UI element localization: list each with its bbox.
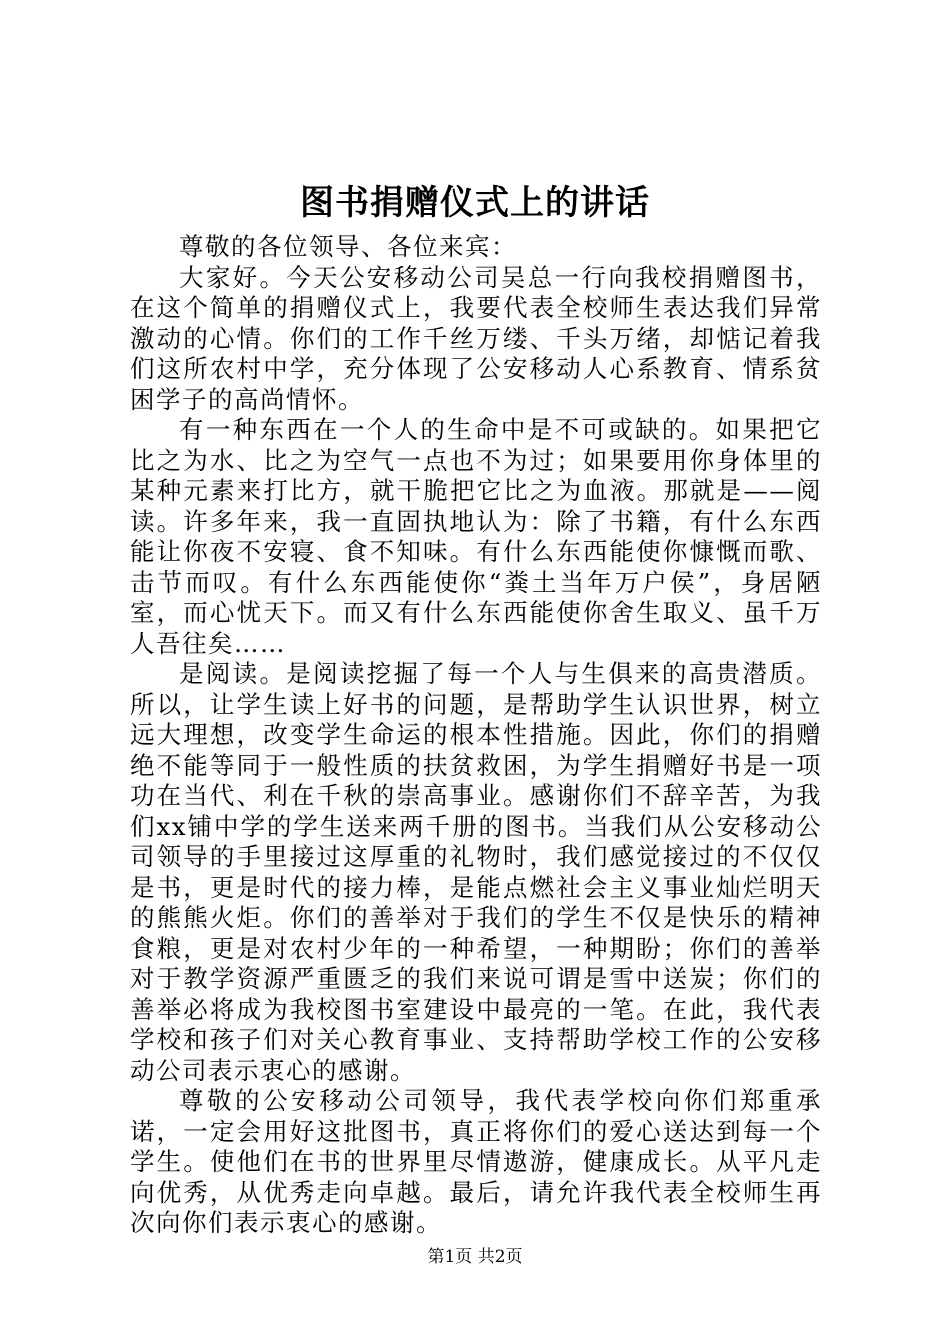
document-body — [130, 232, 822, 1239]
salutation-paragraph: 尊敬的各位领导、各位来宾： — [179, 232, 517, 261]
page-number-footer: 第1页 共2页 — [427, 1247, 523, 1267]
body-paragraph-3: 是阅读。是阅读挖掘了每一个人与生俱来的高贵潜质。所以，让学生读上好书的问题，是帮助学生认识世界，树立远大理想，改变学生命运的根本性措施。因此，你们的捐赠绝不能等同于一般性质的扶贫救困，为学生捐赠好书是一项功在当代、利在千秋的崇高事业。感谢你们不辞辛苦，为我们xx铺中学的学生送来两千册的图书。当我们从公安移动公司领导的手里接过这厚重的礼物时，我们感觉接过的不仅仅是书，更是时代的接力棒，是能点燃社会主义事业灿烂明天的熊熊火炬。你们的善举对于我们的学生不仅是快乐的精神食粮，更是对农村少年的一种希望，一种期盼；你们的善举对于教学资源严重匮乏的我们来说可谓是雪中送炭；你们的善举必将成为我校图书室建设中最亮的一笔。在此，我代表学校和孩子们对关心教育事业、支持帮助学校工作的公安移动公司表示衷心的感谢。 — [130, 659, 822, 1085]
body-paragraph-1: 大家好。今天公安移动公司吴总一行向我校捐赠图书，在这个简单的捐赠仪式上，我要代表全校师生表达我们异常激动的心情。你们的工作千丝万缕、千头万绪，却惦记着我们这所农村中学，充分体现了公安移动人心系教育、情系贫困学子的高尚情怀。 — [130, 262, 822, 414]
body-paragraph-2: 有一种东西在一个人的生命中是不可或缺的。如果把它比之为水、比之为空气一点也不为过；如果要用你身体里的某种元素来打比方，就干脆把它比之为血液。那就是——阅读。许多年来，我一直固执地认为：除了书籍，有什么东西能让你夜不安寝、食不知味。有什么东西能使你慷慨而歌、击节而叹。有什么东西能使你“粪土当年万户侯”，身居陋室，而心忧天下。而又有什么东西能使你舍生取义、虽千万人吾往矣…… — [130, 415, 822, 658]
document-title: 图书捐赠仪式上的讲话 — [300, 183, 650, 223]
body-paragraph-4: 尊敬的公安移动公司领导，我代表学校向你们郑重承诺，一定会用好这批图书，真正将你们的爱心送达到每一个学生。使他们在书的世界里尽情遨游，健康成长。从平凡走向优秀，从优秀走向卓越。最后，请允许我代表全校师生再次向你们表示衷心的感谢。 — [130, 1086, 822, 1237]
